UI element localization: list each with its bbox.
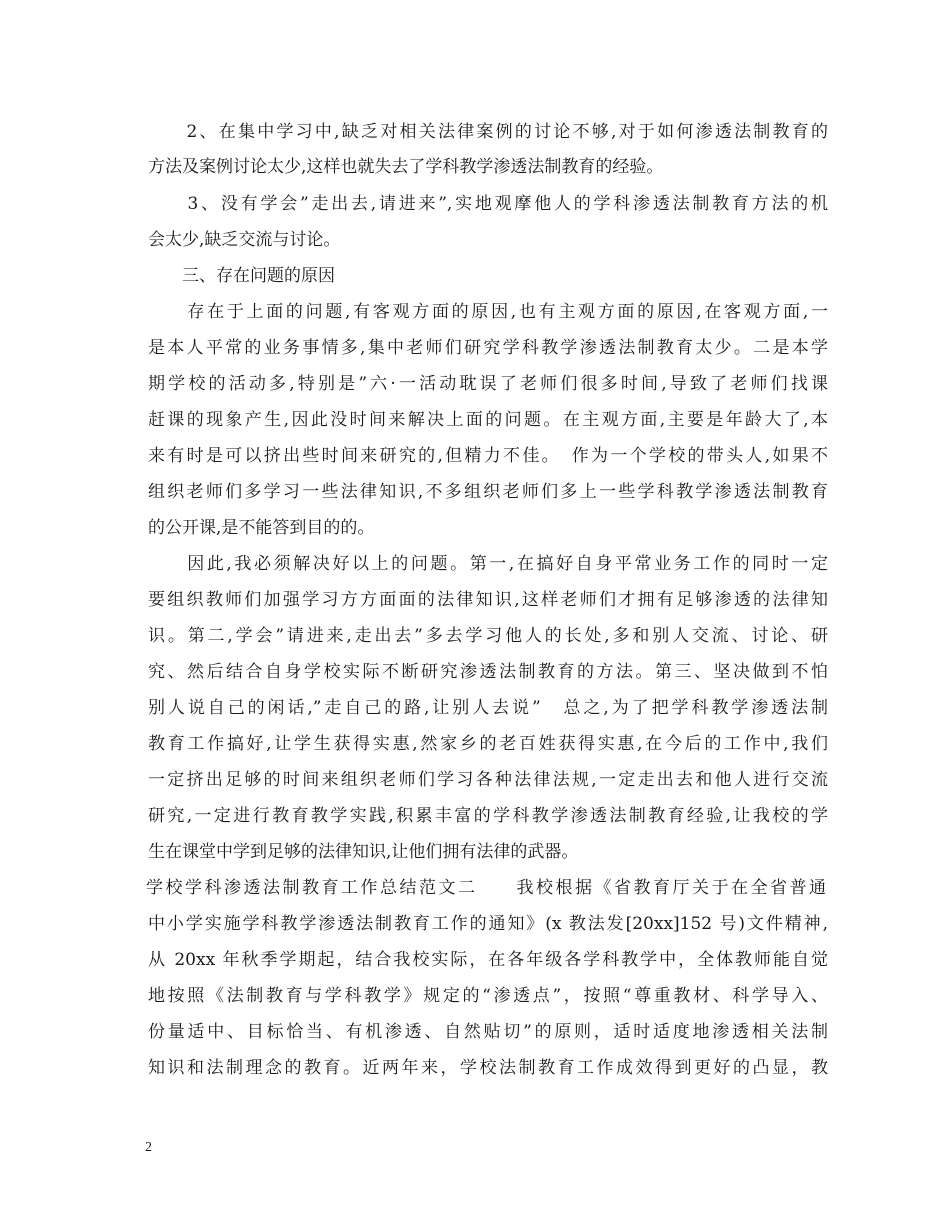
article-title-line: 学校学科渗透法制教育工作总结范文二 我校根据《省教育厅关于在全省普通: [146, 878, 826, 898]
text-line: 期学校的活动多,特别是”六·一活动耽误了老师们很多时间,导致了老师们找课: [148, 374, 828, 394]
section-heading: 三、存在问题的原因: [148, 266, 335, 286]
text-line: 的公开课,是不能答到目的的。: [148, 518, 375, 538]
text-line: 一定挤出足够的时间来组织老师们学习各种法律法规,一定走出去和他人进行交流: [148, 770, 828, 790]
text-line: 因此,我必须解决好以上的问题。第一,在搞好自身平常业务工作的同时一定: [148, 554, 828, 574]
page-number: 2: [145, 1140, 152, 1155]
text-line: 生在课堂中学到足够的法律知识,让他们拥有法律的武器。: [148, 842, 579, 862]
text-line: 来有时是可以挤出些时间来研究的,但精力不佳。 作为一个学校的带头人,如果不: [148, 446, 828, 466]
text-line: 识。第二,学会”请进来,走出去”多去学习他人的长处,多和别人交流、讨论、研: [148, 626, 828, 646]
text-line: 要组织教师们加强学习方方面面的法律知识,这样老师们才拥有足够渗透的法律知: [148, 590, 828, 610]
text-line: 从 20xx 年秋季学期起，结合我校实际，在各年级各学科教学中，全体教师能自觉: [148, 950, 828, 970]
text-line: 组织老师们多学习一些法律知识,不多组织老师们多上一些学科教学渗透法制教育: [148, 482, 828, 502]
text-line: 2、在集中学习中,缺乏对相关法律案例的讨论不够,对于如何渗透法制教育的: [148, 122, 828, 142]
text-line: 地按照《法制教育与学科教学》规定的“渗透点”，按照“尊重教材、科学导入、: [148, 986, 828, 1006]
text-line: 别人说自己的闲话,”走自己的路,让别人去说” 总之,为了把学科教学渗透法制: [148, 698, 828, 718]
text-line: 究、然后结合自身学校实际不断研究渗透法制教育的方法。第三、坚决做到不怕: [148, 662, 828, 682]
text-line: 赶课的现象产生,因此没时间来解决上面的问题。在主观方面,主要是年龄大了,本: [148, 410, 828, 430]
text-line: 教育工作搞好,让学生获得实惠,然家乡的老百姓获得实惠,在今后的工作中,我们: [148, 734, 828, 754]
text-line: 会太少,缺乏交流与讨论。: [148, 230, 341, 250]
text-line: 存在于上面的问题,有客观方面的原因,也有主观方面的原因,在客观方面,一: [148, 302, 828, 322]
text-line: 3、没有学会”走出去,请进来”,实地观摩他人的学科渗透法制教育方法的机: [148, 194, 828, 214]
text-line: 份量适中、目标恰当、有机渗透、自然贴切”的原则，适时适度地渗透相关法制: [148, 1022, 828, 1042]
text-line: 是本人平常的业务事情多,集中老师们研究学科教学渗透法制教育太少。二是本学: [148, 338, 828, 358]
text-line: 研究,一定进行教育教学实践,积累丰富的学科教学渗透法制教育经验,让我校的学: [148, 806, 828, 826]
text-line: 知识和法制理念的教育。近两年来，学校法制教育工作成效得到更好的凸显，教: [148, 1058, 828, 1078]
text-line: 方法及案例讨论太少,这样也就失去了学科教学渗透法制教育的经验。: [148, 157, 664, 177]
text-line: 中小学实施学科教学渗透法制教育工作的通知》(x 教法发[20xx]152 号)文件精神,: [148, 914, 828, 934]
